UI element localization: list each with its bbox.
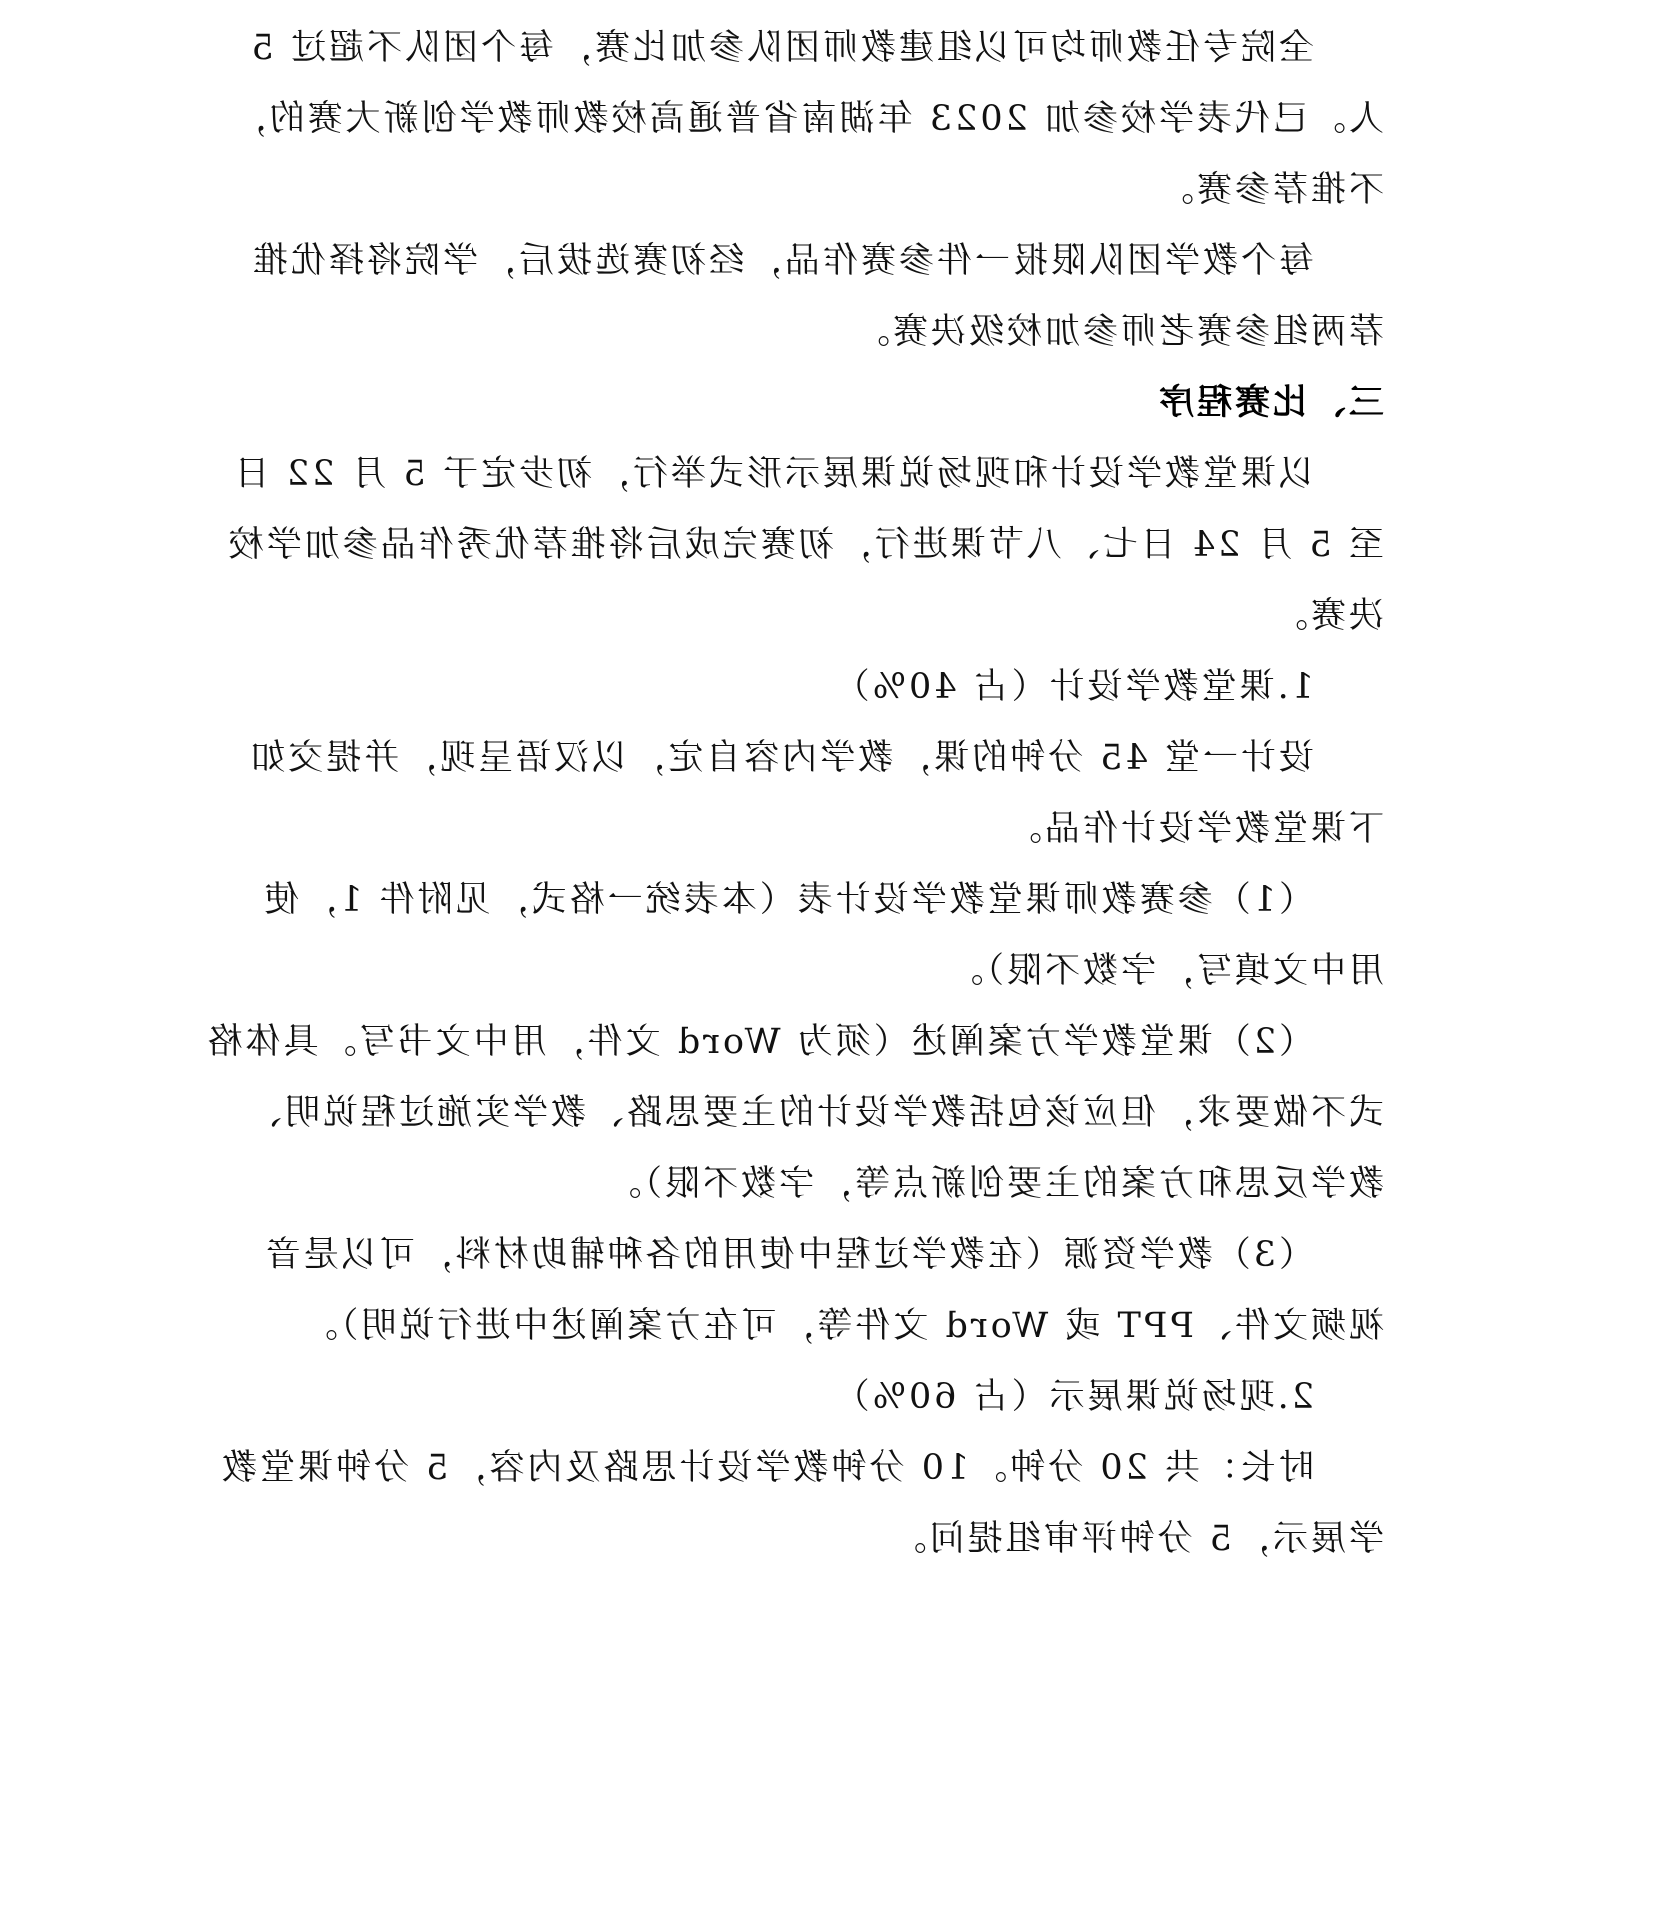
paragraph-line: 时长：共 20 分钟。10 分钟教学设计思路及内容，5 分钟课堂教 [219,1448,1314,1488]
paragraph-line: 不推荐参赛。 [1155,170,1384,210]
subheading: 1.课堂教学设计（占 40%） [831,667,1314,707]
paragraph-line: 决赛。 [1269,596,1384,636]
paragraph-line: 视频文件、PPT 或 Word 文件等，可在方案阐述中进行说明）。 [299,1306,1384,1346]
paragraph-line: 式不做要求，但应该包括教学设计的主要思路、教学实施过程说明、 [243,1093,1384,1133]
section-heading: 三、比赛程序 [1155,382,1384,423]
paragraph-line: 至 5 月 24 日七、八节课进行，初赛完成后将推荐优秀作品参加学校 [225,525,1384,565]
paragraph-line: 全院专任教师均可以组建教师团队参加比赛，每个团队不超过 5 [248,28,1314,68]
subheading: 2.现场说课展示（占 60%） [831,1377,1314,1417]
paragraph-line: 荐两组参赛老师参加校级决赛。 [851,312,1384,352]
paragraph-line: 学展示，5 分钟评审组提问。 [888,1519,1384,1559]
paragraph-line: （2）课堂教学方案阐述（须为 Word 文件，用中文书写。具体格 [204,1022,1314,1062]
paragraph-line: 下课堂教学设计作品。 [1003,809,1384,849]
paragraph-line: （3）教学资源（在教学过程中使用的各种辅助材料，可以是音 [262,1235,1314,1275]
paragraph-line: 设计一堂 45 分钟的课，教学内容自定，以汉语呈现，并提交如 [247,738,1314,778]
paragraph-line: 用中文填写，字数不限）。 [945,951,1384,991]
paragraph-line: 每个教学团队限报一件参赛作品，经初赛选拔后，学院将择优推 [249,241,1314,281]
paragraph-line: 以课堂教学设计和现场说课展示形式举行，初步定于 5 月 22 日 [231,454,1314,494]
paragraph-line: （1）参赛教师课堂教学设计表（本表统一格式，见附件 1，使 [261,880,1314,920]
paragraph-line: 人。已代表学校参加 2023 年湖南省普通高校教师教学创新大赛的， [228,99,1384,139]
paragraph-line: 教学反思和方案的主要创新点等，字数不限）。 [603,1164,1384,1204]
